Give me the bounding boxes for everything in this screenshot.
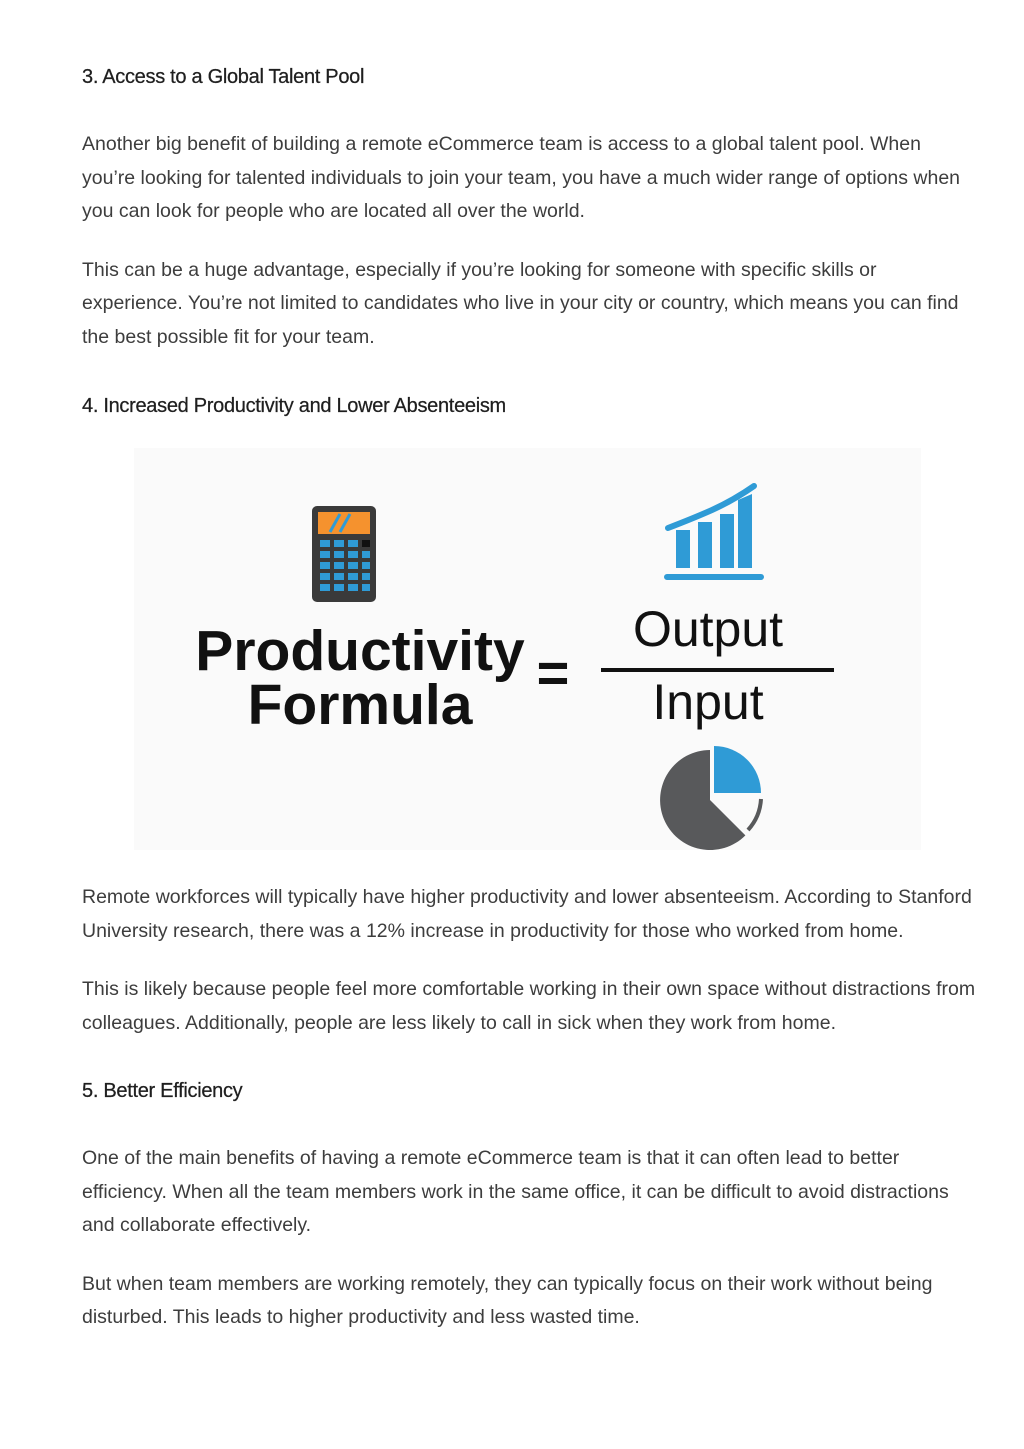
paragraph: But when team members are working remotely, they can typically focus on their work without being disturbed. This leads to higher productivity and less wasted time.: [82, 1272, 933, 1328]
paragraph: This is likely because people feel more comfortable working in their own space without distractions from colleagues. Additionally, people are less likely to call in sick when they work from home.: [82, 978, 976, 1034]
paragraph: One of the main benefits of having a remote eCommerce team is that it can often lead to better efficiency. When all the team members work in the same office, it can be difficult to avoid distractions and collaborate effectively.: [82, 1147, 949, 1236]
paragraph: This can be a huge advantage, especially if you’re looking for someone with specific skills or experience. You’re not limited to candidates who live in your city or country, which means you can find the best possible fit for your team.: [82, 258, 959, 348]
bar-chart-icon: [664, 486, 764, 580]
formula-lhs-line2: Formula: [247, 673, 473, 737]
formula-denominator: Input: [652, 674, 764, 730]
fraction-bar: [601, 668, 834, 672]
section-heading-global-talent: 3. Access to a Global Talent Pool: [82, 66, 365, 88]
pie-chart-icon: [660, 746, 761, 850]
section-heading-productivity: 4. Increased Productivity and Lower Absenteeism: [82, 395, 506, 417]
calculator-icon: [312, 506, 376, 602]
productivity-formula-image: [134, 448, 921, 850]
formula-numerator: Output: [632, 601, 784, 657]
section-heading-efficiency: 5. Better Efficiency: [82, 1080, 243, 1102]
formula-lhs-line1: Productivity: [195, 619, 525, 683]
paragraph: Remote workforces will typically have higher productivity and lower absenteeism. According to Stanford University research, there was a 12% increase in productivity for those who worked from home.: [82, 886, 972, 942]
formula-equals-sign: =: [536, 641, 570, 704]
paragraph: Another big benefit of building a remote eCommerce team is access to a global talent pool. When you’re looking for talented individuals to join your team, you have a much wider range of options when you can look for people who are located all over the world.: [82, 133, 961, 222]
article-body: [82, 66, 977, 1335]
